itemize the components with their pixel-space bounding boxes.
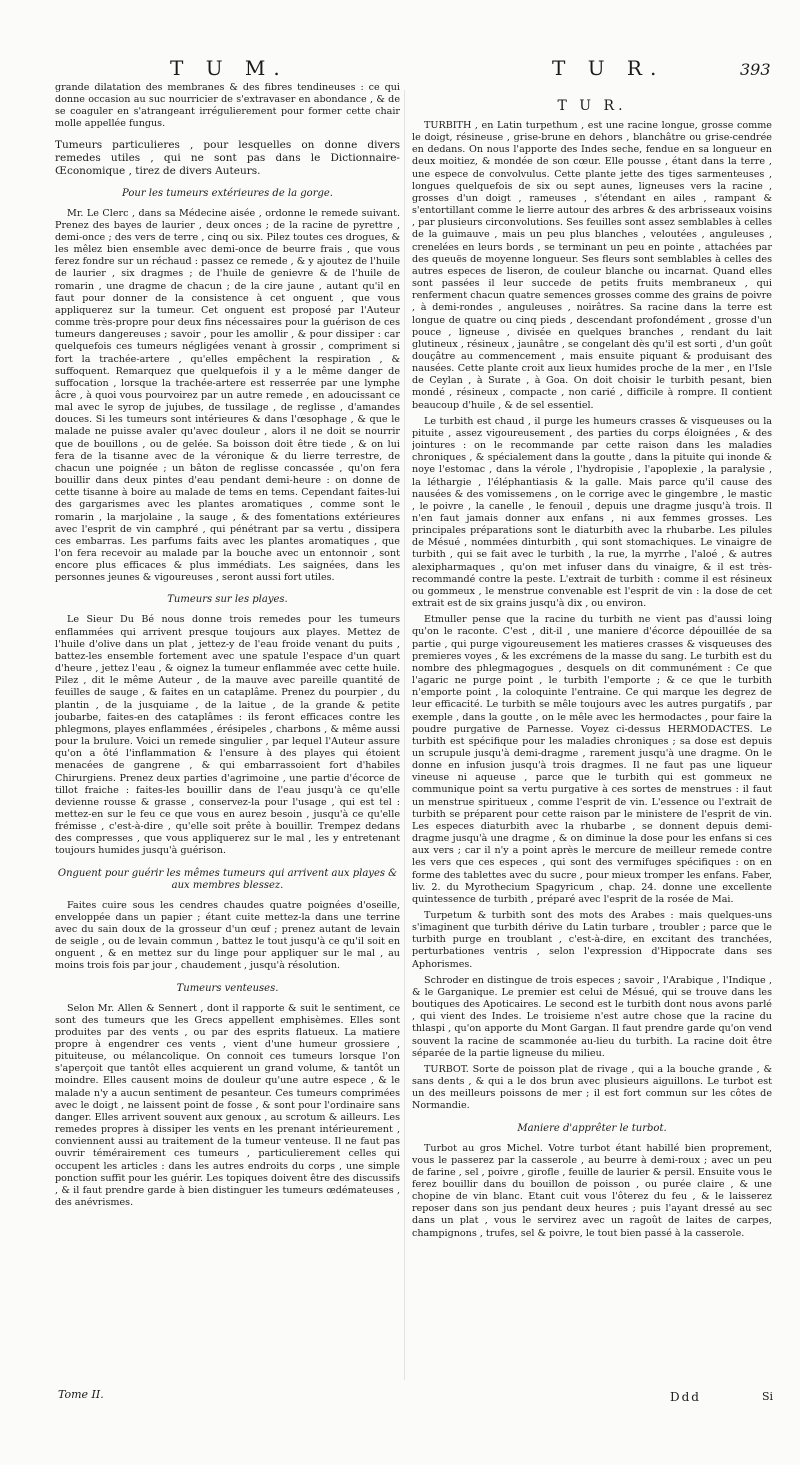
heading-onguent: Onguent pour guérir les mêmes tumeurs qui arrivent aux playes & aux membres blessez.	[57, 867, 398, 891]
heading-playes: Tumeurs sur les playes.	[167, 594, 288, 606]
running-head-left: T U M.	[170, 56, 288, 80]
column-gutter	[404, 90, 405, 1380]
page-number: 393	[740, 60, 771, 79]
catchword: Si	[762, 1390, 774, 1403]
volume-footer: Tome II.	[58, 1388, 104, 1401]
intro-paragraph: grande dilatation des membranes & des fibres tendineuses : ce qui donne occasion au suc nourricier de s'extravaser en abondance , & de se coaguler en s'atrangeant irrégulierement pour former cette chair molle appellée fungus.	[55, 82, 400, 130]
section-title: Tumeurs particulieres , pour lesquelles on donne divers remedes utiles , qui ne sont pas dans le Dictionnaire-Œconomique , tirez de divers Auteurs.	[55, 138, 400, 177]
left-column	[55, 0, 400, 1465]
signature-mark: Ddd	[670, 1390, 701, 1404]
running-head-right: T U R.	[552, 56, 665, 80]
paragraph-onguent: Faites cuire sous les cendres chaudes quatre poignées d'oseille, enveloppée dans un papier ; étant cuite mettez-la dans une terrine avec du sain doux de la grosseur d'un œuf ; prenez autant de levain de seigle , ou de levain commun , battez le tout jusqu'à ce qu'il soit en onguent , & en mettez sur du linge pour appliquer sur le mal , au moins trois fois par jour , chaudement , jusqu'à résolution.	[55, 899, 400, 972]
paragraph-turpetum: Turpetum & turbith sont des mots des Arabes : mais quelques-uns s'imaginent que turbith dérive du Latin turbare , troubler ; parce que le turbith purge en troublant , c'est-à-dire, en excitant des tranchées, perturbationes ventris , selon l'expression d'Hippocrate dans ses Aphorismes.	[412, 910, 772, 970]
paragraph-venteuses: Selon Mr. Allen & Sennert , dont il rapporte & suit le sentiment, ce sont des tumeurs que les Grecs appellent emphisèmes. Elles sont produites par des vents , ou par des esprits flatueux. La matiere propre à engendrer ces vents , vient d'une humeur grossiere , pituiteuse, ou mélancolique. On connoit ces tumeurs lorsque l'on s'aperçoit que tantôt elles acquierent un grand volume, & tantôt un moindre. Elles causent moins de douleur qu'une autre espece , & le malade n'y a aucun sentiment de pesanteur. Ces tumeurs comprimées avec le doigt , ne laissent point de fosse , & sont pour l'ordinaire sans danger. Elles arrivent souvent aux genoux , au scrotum & ailleurs. Les remedes propres à dissiper les vents en les prenant intérieurement , conviennent aussi au traitement de la tumeur venteuse. Il ne faut pas ouvrir témérairement ces tumeurs , particulierement celles qui occupent les articles : dans les autres endroits du corps , une simple ponction suffit pour les guérir. Les topiques doivent être des discussifs , & il faut prendre garde à bien distinguer les tumeurs œdémateuses , des anévrismes.	[55, 1002, 400, 1209]
heading-venteuses: Tumeurs venteuses.	[176, 982, 279, 994]
paragraph-etmuller: Etmuller pense que la racine du turbith ne vient pas d'aussi loing qu'on le raconte. C'est , dit-il , une maniere d'écorce dépouillée de sa partie , qui purge vigoureusement les matieres crasses & visqueuses des premieres voyes , & les excrémens de la masse du sang. Le turbith est du nombre des phlegmagogues , desquels on dit communément : Ce que l'agaric ne purge point , le turbith l'emporte ; & ce que le turbith n'emporte point , la coloquinte l'entraine. Ce qui marque les degrez de leur efficacité. Le turbith se mêle toujours avec les autres purgatifs , par exemple , dans la goutte , on le mêle avec les hermodactes , pour faire la poudre purgative de Parnesse. Voyez ci-dessus HERMODACTES. Le turbith est spécifique pour les maladies chroniques ; sa dose est depuis un scrupule jusqu'à demi-dragme , rarement jusqu'à une dragme. On le donne en infusion jusqu'à trois dragmes. Il ne faut pas une liqueur vineuse ni aqueuse , parce que le turbith qui est gommeux ne communique point sa vertu purgative à ces sortes de menstrues : il faut un menstrue spiritueux , comme l'esprit de vin. L'essence ou l'extrait de turbith se préparent pour cette raison par le ministere de l'esprit de vin. Les especes diaturbith avec la rhubarbe , se donnent depuis demi-dragme jusqu'à une dragme , & on diminue la dose pour les enfans si ces aux vers ; car il n'y a point après le mercure de meilleur remede contre les vers que ces especes , qui sont des vermifuges spécifiques : on en forme des tablettes avec du sucre , pour mieux tromper les enfans. Faber, liv. 2. du Myrothecium Spagyricum , chap. 24. donne une excellente quintessence de turbith , préparé avec l'esprit de la rosée de Mai.	[412, 614, 772, 905]
paragraph-turbith: TURBITH , en Latin turpethum , est une racine longue, grosse comme le doigt, résineuse , grise-brune en dehors , blanchâtre ou grise-cendrée en dedans. On nous l'apporte des Indes seche, fendue en sa longueur en deux moitiez, & mondée de son cœur. Elle pousse , étant dans la terre , une espece de convolvulus. Cette plante jette des tiges sarmenteuses , longues quelquefois de six ou sept aunes, ligneuses vers la racine , grosses d'un doigt , rameuses , s'étendant en ailes , rampant & s'entortillant comme le lierre autour des arbres & des arbrisseaux voisins , par plusieurs circonvolutions. Ses feuilles sont assez semblables à celles de la guimauve , mais un peu plus blanches , veloutées , anguleuses , crenelées en leurs bords , se terminant un peu en pointe , attachées par des queuës de moyenne longueur. Ses fleurs sont semblables à celles des autres especes de liseron, de couleur blanche ou incarnat. Quand elles sont passées il leur succede de petits fruits membraneux , qui renferment chacun quatre semences grosses comme des grains de poivre , à demi-rondes , anguleuses , noirâtres. Sa racine dans la terre est longue de quatre ou cinq pieds , descendant profondément , grosse d'un pouce , ligneuse , divisée en quelques branches , rendant du lait glutineux , résineux , jaunâtre , se congelant dès qu'il est sorti , d'un goût douçâtre au commencement , mais ensuite piquant & produisant des nausées. Cette plante croit aux lieux humides proche de la mer , en l'Isle de Ceylan , à Surate , à Goa. On doit choisir le turbith pesant, bien mondé , résineux , compacte , non carié , difficile à rompre. Il contient beaucoup d'huile , & de sel essentiel.	[412, 120, 772, 411]
paragraph-gorge: Mr. Le Clerc , dans sa Médecine aisée , ordonne le remede suivant. Prenez des bayes de laurier , deux onces ; de la racine de pyrettre , demi-once ; des vers de terre , cinq ou six. Pilez toutes ces drogues, & les mêlez bien ensemble avec demi-once de beurre frais , que vous ferez fondre sur un réchaud : passez ce remede , & y ajoutez de l'huile de laurier , six dragmes ; de l'huile de genievre & de l'huile de romarin , une dragme de chacun ; de la cire jaune , autant qu'il en faut pour donner de la consistence à cet onguent , que vous appliquerez sur la tumeur. Cet onguent est proposé par l'Auteur comme très-propre pour deux fins nécessaires pour la guérison de ces tumeurs dangereuses ; savoir , pour les amollir , & pour dissiper : car quelquefois ces tumeurs négligées venant à grossir , compriment si fort la trachée-artere , qu'elles empêchent la respiration , & suffoquent. Remarquez que quelquefois il y a le même danger de suffocation , lorsque la trachée-artere est resserrée par une lymphe âcre , à quoi vous pourvoirez par un autre remede , en adoucissant ce mal avec le syrop de jujubes, de tussilage , de reglisse , d'amandes douces. Si les tumeurs sont intérieures & dans l'œsophage , & que le malade ne puisse avaler qu'avec douleur , alors il ne doit se nourrir que de bouillons , ou de gelée. Sa boisson doit être tiede , & on lui fera de la tisanne avec de la véronique & du lierre terrestre, de chacun une poignée ; un bâton de reglisse concassée , qu'on fera bouillir dans deux pintes d'eau pendant demi-heure : on donne de cette tisanne à boire au malade de tems en tems. Cependant faites-lui des gargarismes avec les plantes aromatiques , comme sont le romarin , la marjolaine , la sauge , & des fomentations extérieures avec l'esprit de vin camphré , qui pénétrant par sa vertu , dissipera ces embarras. Les parfums faits avec les plantes aromatiques , que l'on fera recevoir au malade par la bouche avec un entonnoir , sont encore plus efficaces & plus immédiats. Les saignées, dans les personnes jeunes & vigoureuses , seront aussi fort utiles.	[55, 207, 400, 584]
heading-gorge: Pour les tumeurs extérieures de la gorge.	[122, 187, 333, 199]
paragraph-turbith-chaud: Le turbith est chaud , il purge les humeurs crasses & visqueuses ou la pituite , assez vigoureusement , des parties du corps éloignées , & des jointures : on le recommande par cette raison dans les maladies chroniques , & spécialement dans la goutte , dans la pituite qui inonde & noye l'estomac , dans la vérole , l'hydropisie , l'apoplexie , la paralysie , la léthargie , l'éléphantiasis & la galle. Mais parce qu'il cause des nausées & des vomissemens , on le corrige avec le gingembre , le mastic , le poivre , la canelle , le fenouil , depuis une dragme jusqu'à trois. Il n'en faut jamais donner aux enfans , ni aux femmes grosses. Les principales préparations sont le diaturbith avec la rhubarbe. Les pilules de Mésué , nommées dinturbith , qui sont stomachiques. Le vinaigre de turbith , qui se fait avec le turbith , la rue, la myrrhe , l'aloé , & autres alexipharmaques , qu'on met infuser dans du vinaigre, & il est très-recommandé contre la peste. L'extrait de turbith : comme il est résineux ou gommeux , le menstrue convenable est l'esprit de vin : la dose de cet extrait est de six grains jusqu'à dix , ou environ.	[412, 415, 772, 610]
paragraph-playes: Le Sieur Du Bé nous donne trois remedes pour les tumeurs enflammées qui arrivent presque toujours aux playes. Mettez de l'huile d'olive dans un plat , jettez-y de l'eau froide venant du puits , battez-les ensemble fortement avec une spatule l'espace d'un quart d'heure , jettez l'eau , & oignez la tumeur enflammée avec cette huile. Pilez , dit le même Auteur , de la mauve avec pareille quantité de feuilles de sauge , & faites en un cataplâme. Prenez du pourpier , du plantin , de la jusquiame , de la laitue , de la grande & petite joubarbe, faites-en des cataplâmes : ils feront efficaces contre les phlegmons, playes enflammées , érésipeles , charbons , & même aussi pour la brulure. Voici un remede singulier , par lequel l'Auteur assure qu'on a ôté l'inflammation & l'ensure à des playes qui étoient menacées de gangrene , & qui embarrassoient fort d'habiles Chirurgiens. Prenez deux parties d'agrimoine , une partie d'écorce de tillot fraiche : faites-les bouillir dans de l'eau jusqu'à ce qu'elle devienne rousse & grasse , conservez-la pour l'usage , qui est tel : mettez-en sur le feu ce que vous en aurez besoin , jusqu'à ce qu'elle frémisse , c'est-à-dire , qu'elle soit prête à bouillir. Trempez dedans des compresses , que vous appliquerez sur le mal , les y entretenant toujours humides jusqu'à guérison.	[55, 614, 400, 857]
paragraph-schroder: Schroder en distingue de trois especes ; savoir , l'Arabique , l'Indique , & le Garganique. Le premier est celui de Mésué, qui se trouve dans les boutiques des Apoticaires. Le second est le turbith dont nous avons parlé , qui vient des Indes. Le troisieme n'est autre chose que la racine du thlaspi , qu'on apporte du Mont Gargan. Il faut prendre garde qu'on vend souvent la racine de scammonée au-lieu du turbith. La racine doit être séparée de la partie ligneuse du milieu.	[412, 974, 772, 1059]
heading-turbot: Maniere d'apprêter le turbot.	[517, 1122, 667, 1134]
paragraph-recette: Turbot au gros Michel. Votre turbot étant habillé bien proprement, vous le passerez par la casserole , au beurre à demi-roux ; avec un peu de farine , sel , poivre , girofle , feuille de laurier & persil. Ensuite vous le ferez bouillir dans du bouillon de poisson , ou purée claire , & une chopine de vin blanc. Etant cuit vous l'ôterez du feu , & le laisserez reposer dans son jus pendant deux heures ; puis l'ayant dressé au sec dans un plat , vous le servirez avec un ragoût de laites de carpes, champignons , trufes, sel & poivre, le tout bien passé à la casserole.	[412, 1142, 772, 1239]
paragraph-turbot: TURBOT. Sorte de poisson plat de rivage , qui a la bouche grande , & sans dents , & qui a le dos brun avec plusieurs aiguillons. Le turbot est un des meilleurs poissons de mer ; il est fort commun sur les côtes de Normandie.	[412, 1063, 772, 1112]
right-column	[412, 0, 772, 1465]
section-letter-heading: T U R.	[557, 98, 627, 114]
